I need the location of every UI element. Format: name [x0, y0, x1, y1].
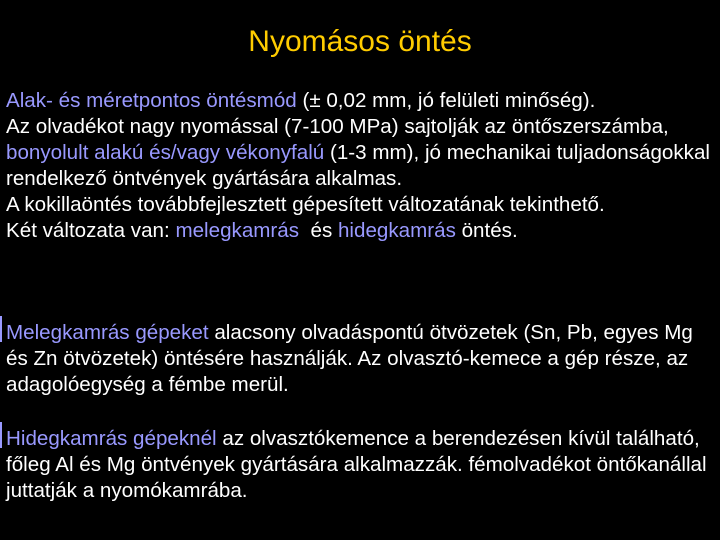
accent-rule-cold-chamber [0, 422, 2, 448]
term-melegkamras: melegkamrás [175, 219, 300, 242]
hot-chamber-highlight: Melegkamrás gépeket [6, 321, 209, 344]
term-hidegkamras: hidegkamrás [337, 219, 456, 242]
intro-paragraph [6, 88, 716, 244]
intro-text-2b: (1-3 mm), jó mechanikai tuljadonságokkal rendelkező öntvények gyártására alkalmas. [6, 141, 710, 190]
intro-text-4b: és [299, 219, 338, 242]
hot-chamber-rest: alacsony olvadáspontú ötvözetek (Sn, Pb, egyes Mg és Zn ötvözetek) öntésére használják. Az olvasztó-kemece a gép része, az adagolóegység a fémbe merül. [6, 321, 693, 396]
intro-sentence-3: A kokillaöntés továbbfejlesztett gépesített változatának tekinthető. [6, 193, 605, 216]
intro-text-4a: Két változata van: [6, 219, 176, 242]
hot-chamber-text [6, 320, 716, 398]
cold-chamber-highlight: Hidegkamrás gépeknél [6, 427, 217, 450]
cold-chamber-text [6, 426, 716, 504]
accent-rule-hot-chamber [0, 316, 2, 342]
cold-chamber-paragraph [6, 426, 716, 504]
intro-sentence-1 [6, 88, 716, 114]
intro-highlight-2: bonyolult alakú és/vagy vékonyfalú [6, 141, 325, 164]
hot-chamber-paragraph [6, 320, 716, 398]
cold-chamber-rest: az olvasztókemence a berendezésen kívül található, főleg Al és Mg öntvények gyártására alkalmazzák. fémolvadékot öntőkanállal juttatják a nyomókamrába. [6, 427, 707, 502]
intro-highlight-1: Alak- és méretpontos öntésmód [6, 89, 297, 112]
intro-sentence-2 [6, 114, 716, 192]
intro-sentence-4 [6, 218, 716, 244]
slide-title: Nyomásos öntés [248, 25, 472, 58]
intro-text-1: (± 0,02 mm, jó felületi minőség). [296, 89, 596, 112]
intro-text-2a: Az olvadékot nagy nyomással (7-100 MPa) sajtolják az öntőszerszámba, [6, 115, 669, 138]
intro-text-4c: öntés. [455, 219, 518, 242]
